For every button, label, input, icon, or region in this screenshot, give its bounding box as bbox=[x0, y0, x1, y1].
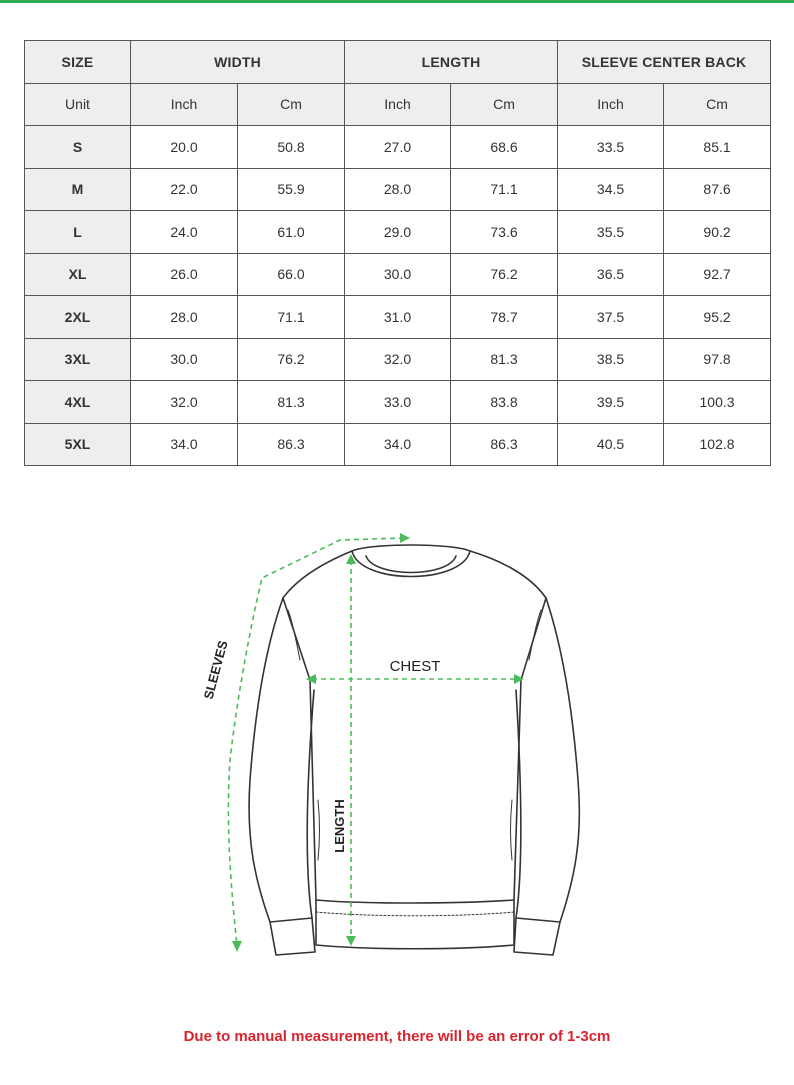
measurement-value: 71.1 bbox=[238, 296, 345, 339]
measurement-value: 86.3 bbox=[238, 423, 345, 466]
measurement-value: 35.5 bbox=[558, 211, 664, 254]
sweatshirt-measurement-diagram bbox=[0, 520, 794, 960]
measurement-value: 39.5 bbox=[558, 381, 664, 424]
measurement-value: 71.1 bbox=[451, 168, 558, 211]
unit-cell: Cm bbox=[664, 83, 771, 126]
width-header: WIDTH bbox=[131, 41, 345, 84]
measurement-value: 27.0 bbox=[345, 126, 451, 169]
top-accent-bar bbox=[0, 0, 794, 3]
measure-arrowheads bbox=[232, 533, 524, 952]
measurement-value: 78.7 bbox=[451, 296, 558, 339]
measurement-value: 32.0 bbox=[131, 381, 238, 424]
sleeve-arrow-top bbox=[400, 533, 410, 543]
measurement-value: 100.3 bbox=[664, 381, 771, 424]
size-label: 3XL bbox=[25, 338, 131, 381]
measurement-value: 81.3 bbox=[238, 381, 345, 424]
measurement-value: 83.8 bbox=[451, 381, 558, 424]
length-header: LENGTH bbox=[345, 41, 558, 84]
size-label: M bbox=[25, 168, 131, 211]
size-header: SIZE bbox=[25, 41, 131, 84]
measurement-value: 22.0 bbox=[131, 168, 238, 211]
size-chart-table bbox=[24, 40, 771, 466]
size-row bbox=[25, 211, 771, 254]
measurement-value: 86.3 bbox=[451, 423, 558, 466]
unit-cell: Inch bbox=[131, 83, 238, 126]
measurement-value: 33.5 bbox=[558, 126, 664, 169]
measurement-value: 24.0 bbox=[131, 211, 238, 254]
measurement-value: 95.2 bbox=[664, 296, 771, 339]
size-row bbox=[25, 168, 771, 211]
measurement-value: 50.8 bbox=[238, 126, 345, 169]
measure-lines bbox=[228, 538, 518, 945]
measurement-value: 29.0 bbox=[345, 211, 451, 254]
length-label: LENGTH bbox=[332, 799, 347, 853]
sleeve-arrow-bottom bbox=[232, 941, 242, 952]
size-row bbox=[25, 338, 771, 381]
measurement-value: 33.0 bbox=[345, 381, 451, 424]
sleeves-label: SLEEVES bbox=[200, 638, 231, 701]
unit-row bbox=[25, 83, 771, 126]
measurement-value: 40.5 bbox=[558, 423, 664, 466]
measurement-value: 90.2 bbox=[664, 211, 771, 254]
measurement-value: 85.1 bbox=[664, 126, 771, 169]
measurement-value: 76.2 bbox=[451, 253, 558, 296]
measurement-value: 20.0 bbox=[131, 126, 238, 169]
unit-cell: Cm bbox=[451, 83, 558, 126]
measurement-error-note: Due to manual measurement, there will be an error of 1-3cm bbox=[183, 1028, 611, 1045]
measurement-value: 34.0 bbox=[345, 423, 451, 466]
size-label: 2XL bbox=[25, 296, 131, 339]
unit-cell: Inch bbox=[345, 83, 451, 126]
measurement-value: 102.8 bbox=[664, 423, 771, 466]
unit-label: Unit bbox=[25, 83, 131, 126]
measurement-value: 97.8 bbox=[664, 338, 771, 381]
measurement-value: 34.0 bbox=[131, 423, 238, 466]
measurement-value: 55.9 bbox=[238, 168, 345, 211]
measurement-value: 73.6 bbox=[451, 211, 558, 254]
measurement-value: 30.0 bbox=[345, 253, 451, 296]
measurement-value: 31.0 bbox=[345, 296, 451, 339]
chest-label: CHEST bbox=[389, 658, 441, 675]
measurement-value: 30.0 bbox=[131, 338, 238, 381]
size-label: 5XL bbox=[25, 423, 131, 466]
size-label: XL bbox=[25, 253, 131, 296]
size-row bbox=[25, 296, 771, 339]
size-label: L bbox=[25, 211, 131, 254]
measurement-value: 68.6 bbox=[451, 126, 558, 169]
size-label: S bbox=[25, 126, 131, 169]
measurement-value: 87.6 bbox=[664, 168, 771, 211]
size-label: 4XL bbox=[25, 381, 131, 424]
table-header-row bbox=[25, 41, 771, 84]
measurement-value: 61.0 bbox=[238, 211, 345, 254]
size-row bbox=[25, 253, 771, 296]
measurement-value: 28.0 bbox=[345, 168, 451, 211]
measurement-value: 32.0 bbox=[345, 338, 451, 381]
measurement-value: 28.0 bbox=[131, 296, 238, 339]
unit-cell: Inch bbox=[558, 83, 664, 126]
size-row bbox=[25, 423, 771, 466]
length-arrow-bottom bbox=[346, 936, 356, 946]
size-row bbox=[25, 381, 771, 424]
measurement-value: 38.5 bbox=[558, 338, 664, 381]
measurement-value: 36.5 bbox=[558, 253, 664, 296]
sweatshirt-outline bbox=[249, 545, 579, 955]
measurement-value: 92.7 bbox=[664, 253, 771, 296]
sleeve-header: SLEEVE CENTER BACK bbox=[558, 41, 771, 84]
chest-arrow-left bbox=[306, 674, 316, 684]
size-row bbox=[25, 126, 771, 169]
measurement-value: 66.0 bbox=[238, 253, 345, 296]
unit-cell: Cm bbox=[238, 83, 345, 126]
measurement-value: 81.3 bbox=[451, 338, 558, 381]
measurement-value: 34.5 bbox=[558, 168, 664, 211]
measurement-value: 76.2 bbox=[238, 338, 345, 381]
measurement-value: 26.0 bbox=[131, 253, 238, 296]
measurement-value: 37.5 bbox=[558, 296, 664, 339]
